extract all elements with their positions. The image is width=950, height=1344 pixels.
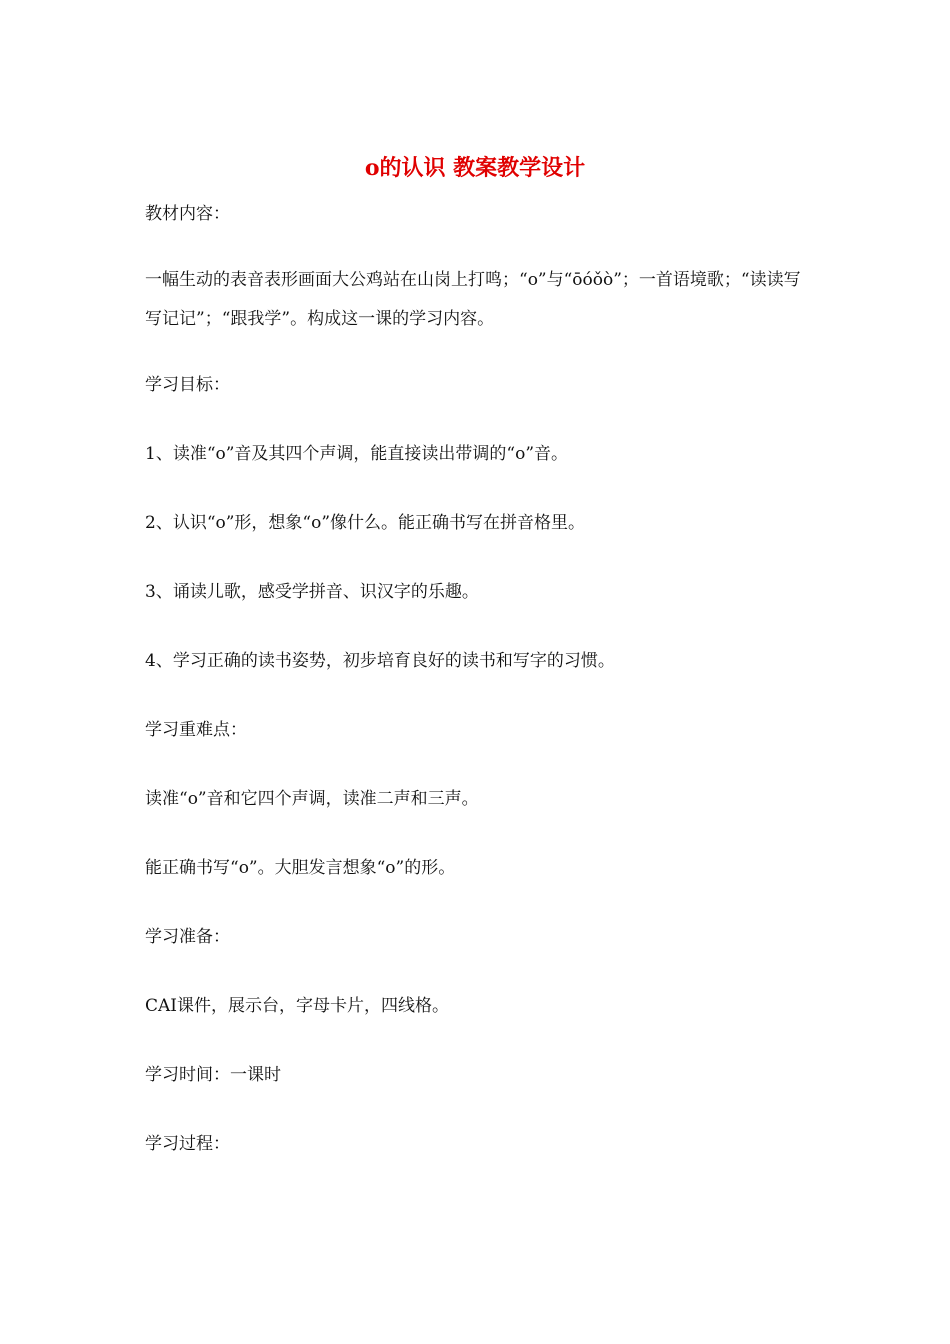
key-point-2: 能正确书写“o”。大胆发言想象“o”的形。	[145, 858, 456, 878]
paragraph-content-description: 一幅生动的表音表形画面大公鸡站在山岗上打鸣；“o”与“ōóǒò”；一首语境歌；“读读写写记记”；“跟我学”。构成这一课的学习内容。	[145, 270, 801, 329]
section-heading-goals: 学习目标：	[145, 375, 230, 395]
section-heading-process: 学习过程：	[145, 1134, 230, 1154]
goal-item-1: 1、读准“o”音及其四个声调，能直接读出带调的“o”音。	[145, 444, 569, 464]
section-heading-key-points: 学习重难点：	[145, 720, 247, 740]
document-title: o的认识 教案教学设计	[364, 155, 586, 181]
preparation-item: CAI课件，展示台，字母卡片，四线格。	[145, 996, 449, 1016]
section-heading-content: 教材内容：	[145, 204, 230, 224]
section-heading-preparation: 学习准备：	[145, 927, 230, 947]
key-point-1: 读准“o”音和它四个声调，读准二声和三声。	[145, 789, 479, 809]
goal-item-3: 3、诵读儿歌，感受学拼音、识汉字的乐趣。	[145, 582, 479, 602]
study-time: 学习时间：一课时	[145, 1065, 281, 1085]
goal-item-2: 2、认识“o”形，想象“o”像什么。能正确书写在拼音格里。	[145, 513, 586, 533]
goal-item-4: 4、学习正确的读书姿势，初步培育良好的读书和写字的习惯。	[145, 651, 615, 671]
